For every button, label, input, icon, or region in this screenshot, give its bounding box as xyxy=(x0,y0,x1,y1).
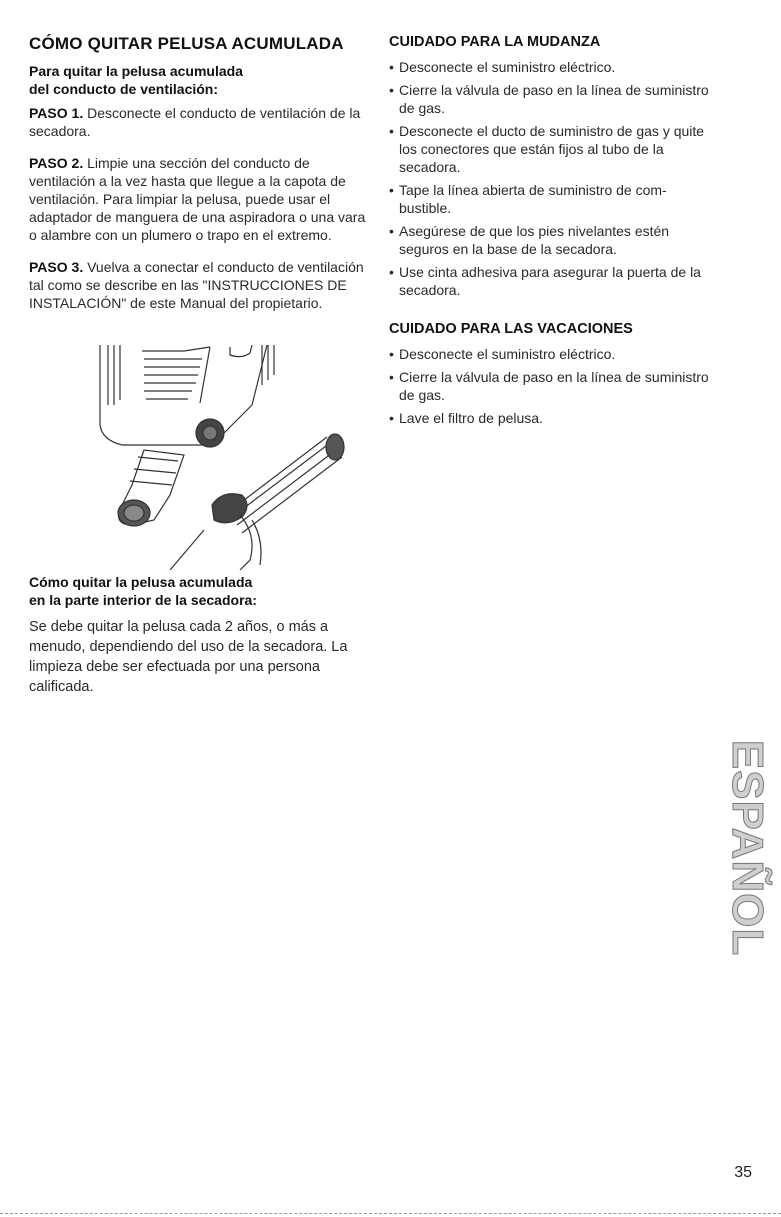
step-3-text: Vuelva a conectar el conducto de ventilación tal como se describe en las "INSTRUCCIONES DE INSTALACIÓN" de este Manual del propietario. xyxy=(29,259,364,311)
moving-care-title: CUIDADO PARA LA MUDANZA xyxy=(389,34,601,50)
step-1-text: Desconecte el conducto de ventilación de la secadora. xyxy=(29,105,361,139)
interior-text: Se debe quitar la pelusa cada 2 años, o más a menudo, dependiendo del uso de la secadora. La limpieza debe ser efectuada por una persona calificada. xyxy=(29,619,348,695)
list-item: • Asegúrese de que los pies nivelantes estén seguros en la base de la secadora. xyxy=(389,222,719,258)
interior-subtitle xyxy=(29,573,374,609)
list-item: • Use cinta adhesiva para asegurar la puerta de la secadora. xyxy=(389,263,719,299)
list-item: • Cierre la válvula de paso en la línea de suministro de gas. xyxy=(389,368,719,404)
step-2 xyxy=(29,154,374,244)
vacation-care-title: CUIDADO PARA LAS VACACIONES xyxy=(389,321,633,337)
step-1-label: PASO 1. xyxy=(29,105,84,121)
language-side-tab xyxy=(722,718,772,978)
interior-subtitle-line-2: en la parte interior de la secadora: xyxy=(29,592,257,608)
page-number: 35 xyxy=(734,1164,752,1181)
step-2-text: Limpie una sección del conducto de ventilación a la vez hasta que llegue a la capota de ventilación. Para limpiar la pelusa, puede usar el adaptador de manguera de una aspiradora o una vara o alambre con un plumero o trapo en el extremo. xyxy=(29,155,366,243)
section-title: CÓMO QUITAR PELUSA ACUMULADA xyxy=(29,34,344,53)
vacation-care-list xyxy=(389,345,719,427)
interior-lint-section xyxy=(29,573,374,697)
list-item: • Lave el filtro de pelusa. xyxy=(389,409,719,427)
interior-subtitle-line-1: Cómo quitar la pelusa acumulada xyxy=(29,574,253,590)
vent-subtitle-line-2: del conducto de ventilación: xyxy=(29,81,219,97)
page-bottom-border xyxy=(0,1213,781,1214)
language-label: ESPAÑOL xyxy=(723,739,772,957)
list-item: • Cierre la válvula de paso en la línea de suministro de gas. xyxy=(389,81,719,117)
list-item: • Desconecte el ducto de suministro de gas y quite los conectores que están fijos al tubo de la secadora. xyxy=(389,122,719,176)
moving-care-list xyxy=(389,58,719,299)
vent-subtitle xyxy=(29,62,374,98)
step-3-label: PASO 3. xyxy=(29,259,84,275)
list-item: • Desconecte el suministro eléctrico. xyxy=(389,58,719,76)
step-3 xyxy=(29,258,374,312)
list-item: • Tape la línea abierta de suministro de com- bustible. xyxy=(389,181,719,217)
list-item: • Desconecte el suministro eléctrico. xyxy=(389,345,719,363)
left-column xyxy=(29,34,374,326)
dryer-vent-illustration xyxy=(92,345,352,570)
step-1 xyxy=(29,104,374,140)
vent-subtitle-line-1: Para quitar la pelusa acumulada xyxy=(29,63,243,79)
right-column xyxy=(389,34,719,432)
step-2-label: PASO 2. xyxy=(29,155,84,171)
